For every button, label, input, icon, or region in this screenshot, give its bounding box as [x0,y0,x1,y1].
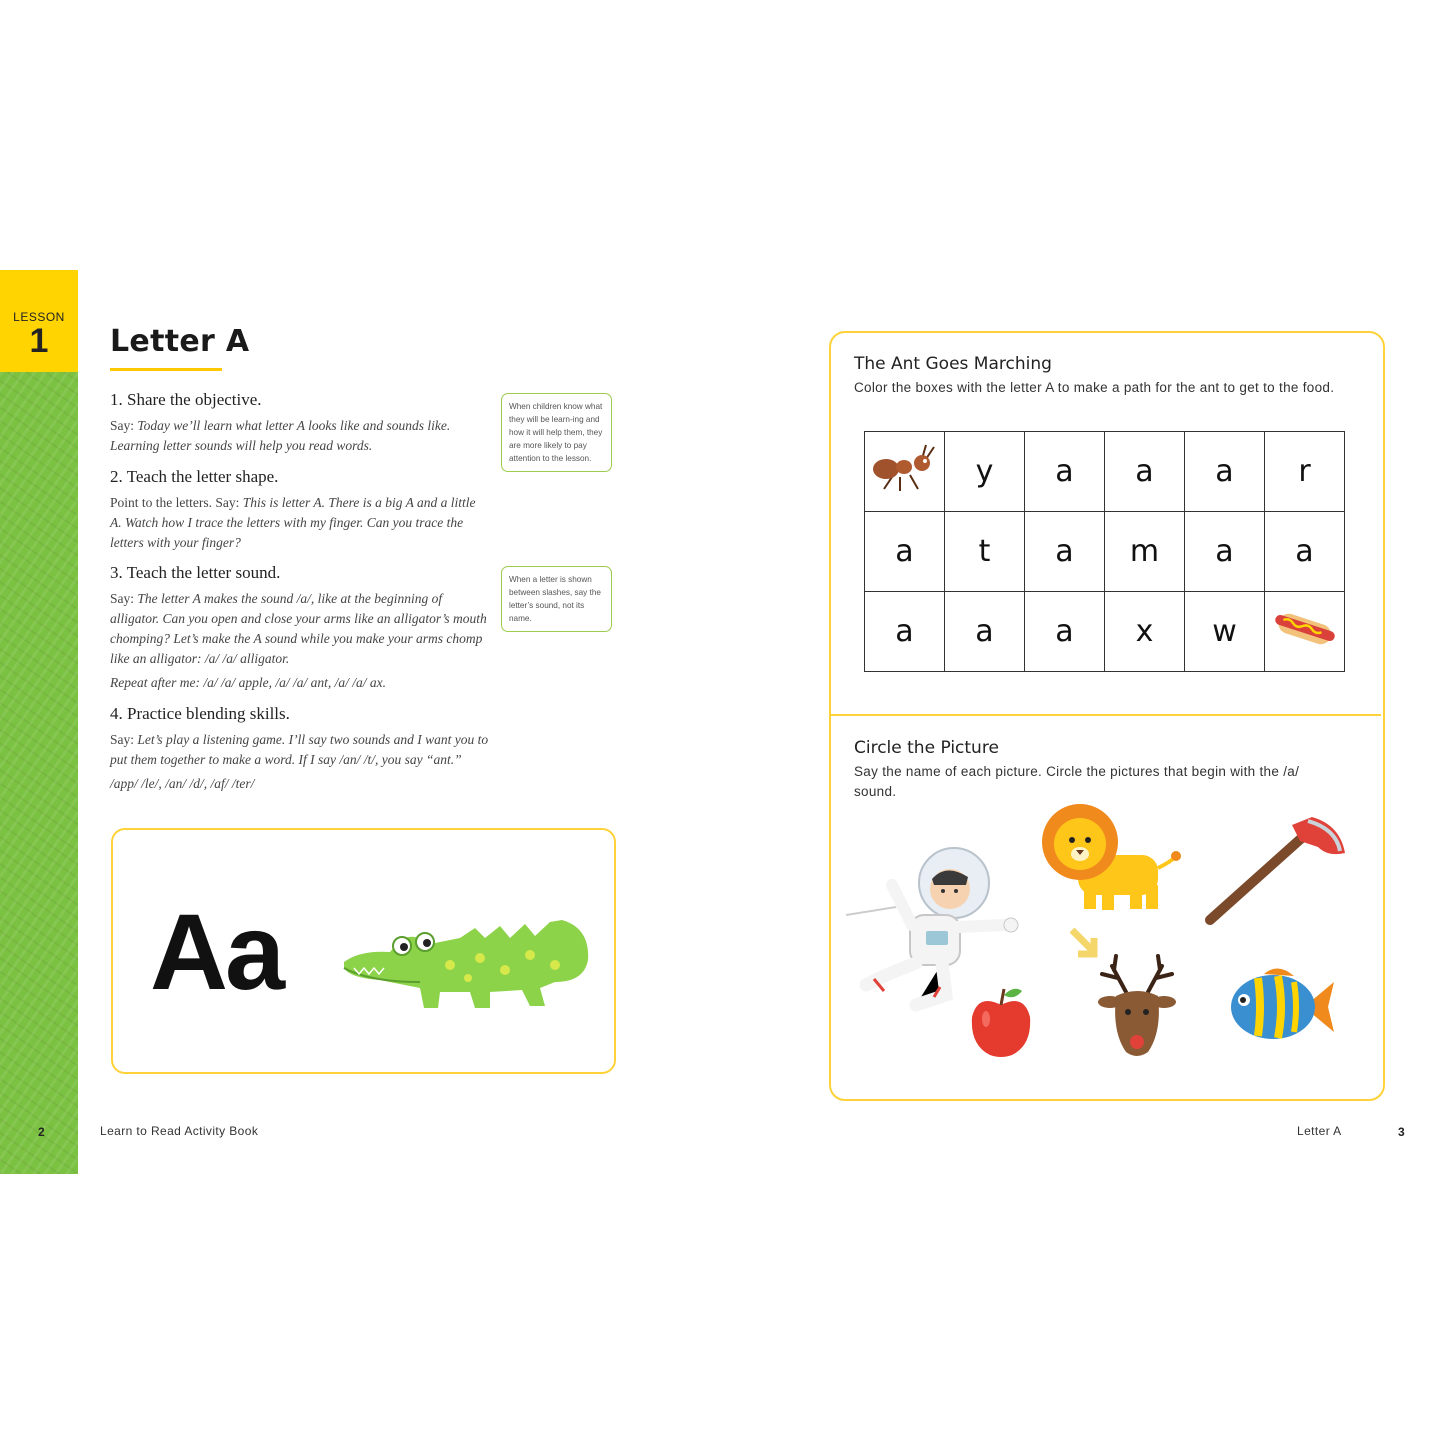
grid-cell[interactable]: a [865,592,945,672]
ant-icon [870,437,940,499]
grid-cell-hotdog[interactable] [1265,592,1345,672]
grid-cell[interactable]: a [865,512,945,592]
grid-cell[interactable]: t [945,512,1025,592]
axe-icon[interactable] [1200,815,1350,930]
grid-cell[interactable]: a [1185,432,1265,512]
step-2 [110,467,490,553]
step-1 [110,390,490,456]
page-number: 3 [1398,1125,1405,1139]
step-3 [110,563,490,693]
lesson-label: LESSON [13,310,65,324]
grid-cell[interactable]: x [1105,592,1185,672]
grid-cell[interactable]: a [1105,432,1185,512]
footer-section-title: Letter A [1297,1124,1342,1138]
fish-icon[interactable] [1228,962,1338,1052]
activity-divider [831,714,1381,716]
reindeer-icon[interactable] [1090,952,1184,1062]
step-extra: /app/ /le/, /an/ /d/, /af/ /ter/ [110,776,255,791]
teacher-note: When children know what they will be learn-ing and how it will help them, they are more likely to pay attention to the lesson. [501,393,612,472]
step-heading: 4. Practice blending skills. [110,704,290,723]
grid-cell-ant[interactable] [865,432,945,512]
footer-book-title: Learn to Read Activity Book [100,1124,259,1138]
step-text: Say: Today we’ll learn what letter A looks like and sounds like. Learning letter sounds will help you read words. [110,418,451,453]
step-4 [110,704,490,794]
step-text: Point to the letters. Say: This is letter A. There is a big A and a little A. Watch how I trace the letters with my finger. Can you trace the letters with your finger? [110,495,476,550]
grid-cell[interactable]: a [1025,592,1105,672]
letter-grid [864,431,1345,672]
step-extra: Repeat after me: /a/ /a/ apple, /a/ /a/ ant, /a/ /a/ ax. [110,675,386,690]
title-underline [110,368,222,371]
grid-cell[interactable]: a [1025,512,1105,592]
activity-title: Circle the Picture [854,738,999,758]
grid-cell[interactable]: a [945,592,1025,672]
hotdog-icon [1272,603,1338,653]
activity-title: The Ant Goes Marching [854,354,1052,374]
step-heading: 2. Teach the letter shape. [110,467,279,486]
letter-display: Aa [150,891,283,1012]
activity-instructions: Say the name of each picture. Circle the pictures that begin with the /a/ sound. [854,764,1300,799]
grid-cell[interactable]: a [1265,512,1345,592]
grid-cell[interactable]: y [945,432,1025,512]
lesson-tab [0,270,78,372]
step-text: Say: Let’s play a listening game. I’ll say two sounds and I want you to put them together to make a word. If I say /an/ /t/, you say “ant.” [110,732,489,767]
alligator-icon [340,910,595,1015]
step-heading: 1. Share the objective. [110,390,262,409]
grid-cell[interactable]: w [1185,592,1265,672]
grid-cell[interactable]: r [1265,432,1345,512]
lion-icon[interactable] [1038,800,1183,915]
step-text: Say: The letter A makes the sound /a/, like at the beginning of alligator. Can you open and close your arms like an alligator’s mouth chomping? Let’s make the A sound while you make your arms chomp like an alligator: /a/ /a/ alligator. [110,591,487,666]
lesson-number: 1 [29,322,49,360]
teacher-note: When a letter is shown between slashes, say the letter’s sound, not its name. [501,566,612,632]
page-number: 2 [38,1125,45,1139]
step-heading: 3. Teach the letter sound. [110,563,281,582]
activity-instructions: Color the boxes with the letter A to make a path for the ant to get to the food. [854,380,1335,395]
grid-cell[interactable]: a [1025,432,1105,512]
page-title: Letter A [110,324,250,359]
grid-cell[interactable]: m [1105,512,1185,592]
grid-cell[interactable]: a [1185,512,1265,592]
green-side-strip [0,372,78,1174]
apple-icon[interactable] [968,985,1034,1060]
